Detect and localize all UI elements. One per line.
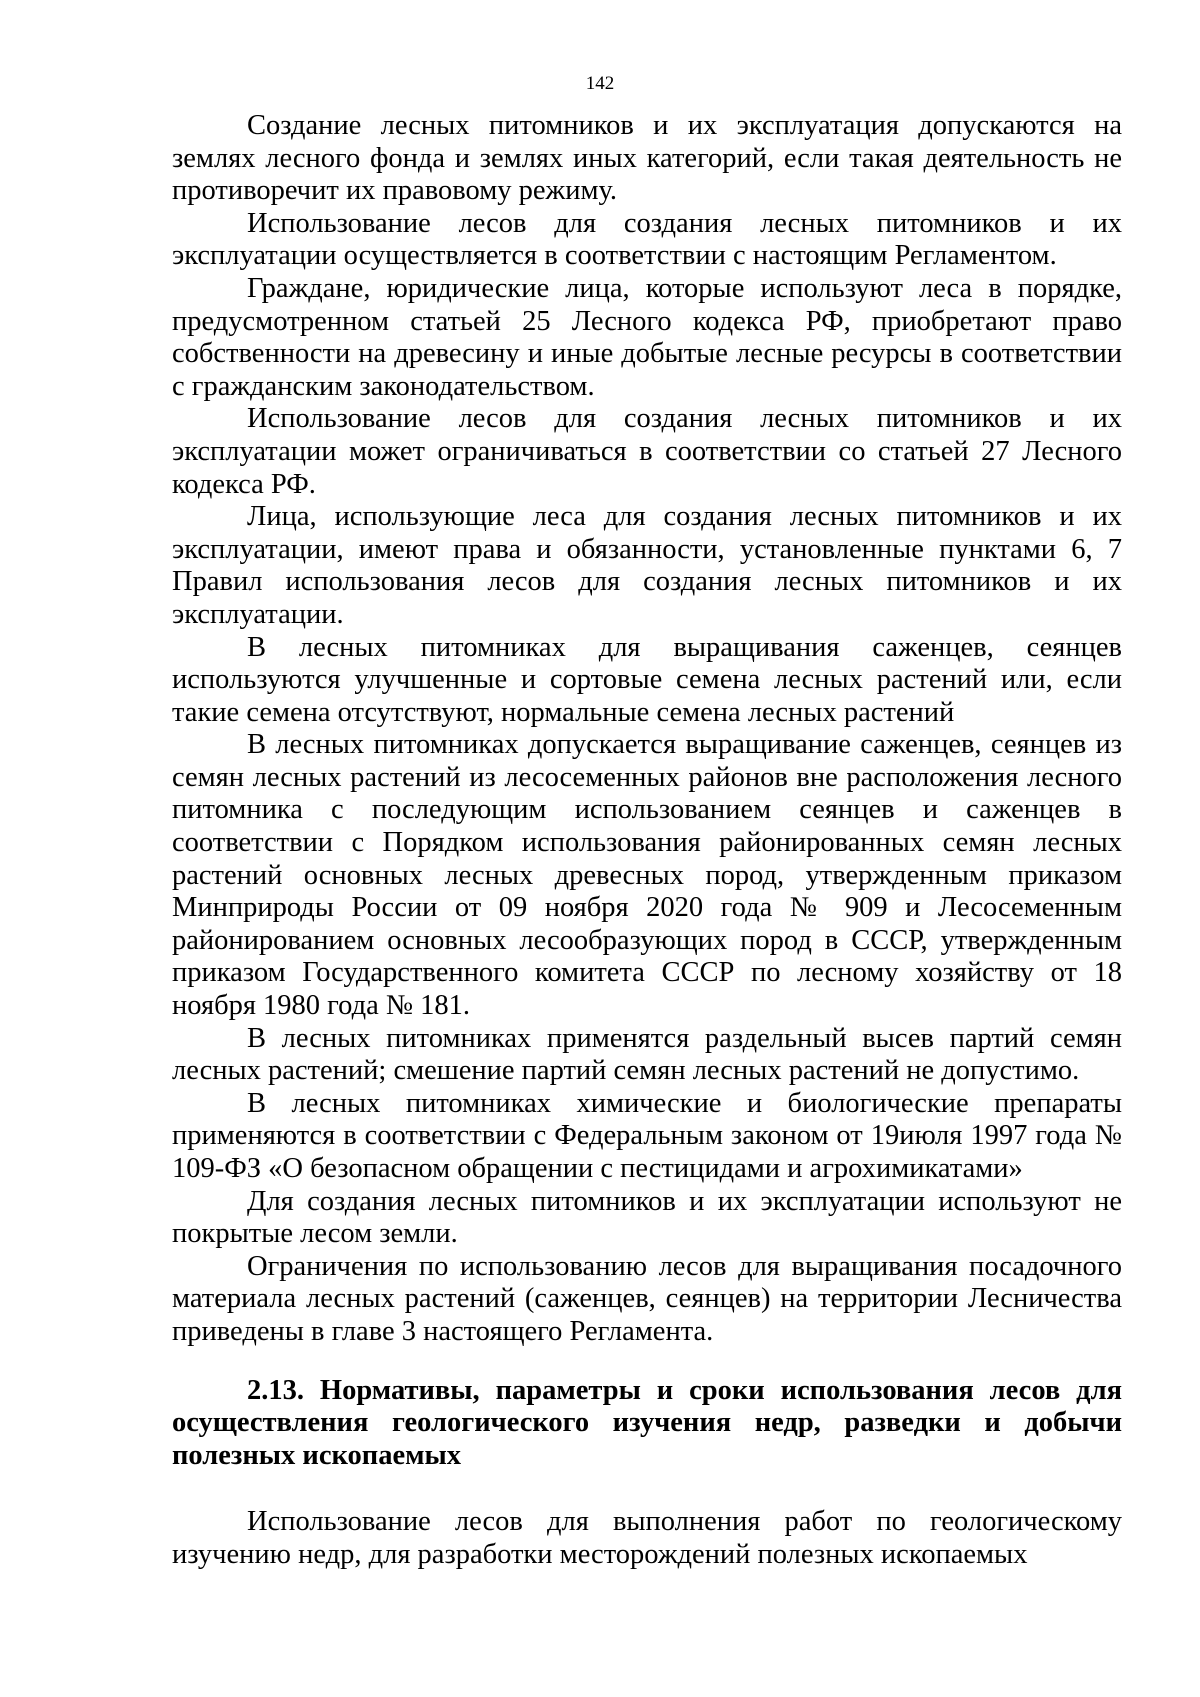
document-body — [172, 110, 1122, 1572]
paragraph-limitations: Ограничения по использованию лесов для выращивания посадочного материала лесных растений (саженцев, сеянцев) на территории Лесничества приведены в главе 3 настоящего Регламента. — [172, 1250, 1122, 1347]
paragraph-use-restrictions: Использование лесов для создания лесных питомников и их эксплуатации может ограничиваться в соответствии со статьей 27 Лесного кодекса РФ. — [172, 403, 1122, 500]
paragraph-rights-duties: Лица, использующие леса для создания лесных питомников и их эксплуатации, имеют права и обязанности, установленные пунктами 6, 7 Правил использования лесов для создания лесных питомников и их эксплуатации. — [172, 501, 1122, 630]
paragraph-seeds-used: В лесных питомниках для выращивания саженцев, сеянцев используются улучшенные и сортовые семена лесных растений или, если такие семена отсутствуют, нормальные семена лесных растений — [172, 631, 1122, 728]
paragraph-seed-regions: В лесных питомниках допускается выращивание саженцев, сеянцев из семян лесных растений из лесосеменных районов вне расположения лесного питомника с последующим использованием сеянцев и саженцев в соответствии с Порядком использования районированных семян лесных растений основных лесных древесных пород, утвержденным приказом Минприроды России от 09 ноября 2020 года № 909 и Лесосеменным районированием основных лесообразующих пород в СССР, утвержденным приказом Государственного комитета СССР по лесному хозяйству от 18 ноября 1980 года № 181. — [172, 729, 1122, 1022]
paragraph-chemicals: В лесных питомниках химические и биологические препараты применяются в соответствии с Федеральным законом от 19июля 1997 года № 109-ФЗ «О безопасном обращении с пестицидами и агрохимикатами» — [172, 1087, 1122, 1184]
page-number: 142 — [585, 73, 615, 94]
paragraph-nurseries-lands: Создание лесных питомников и их эксплуатация допускаются на землях лесного фонда и землях иных категорий, если такая деятельность не противоречит их правовому режиму. — [172, 110, 1122, 207]
paragraph-ownership-rights: Граждане, юридические лица, которые используют леса в порядке, предусмотренном статьей 25 Лесного кодекса РФ, приобретают право собственности на древесину и иные добытые лесные ресурсы в соответствии с гражданским законодательством. — [172, 272, 1122, 402]
paragraph-use-per-regulation: Использование лесов для создания лесных питомников и их эксплуатации осуществляется в соответствии с настоящим Регламентом. — [172, 207, 1122, 272]
paragraph-geology-intro: Использование лесов для выполнения работ по геологическому изучению недр, для разработки месторождений полезных ископаемых — [172, 1506, 1122, 1570]
paragraph-separate-sowing: В лесных питомниках применятся раздельный высев партий семян лесных растений; смешение партий семян лесных растений не допустимо. — [172, 1022, 1122, 1087]
section-heading: 2.13. Нормативы, параметры и сроки использования лесов для осуществления геологического изучения недр, разведки и добычи полезных ископаемых — [172, 1374, 1122, 1471]
paragraph-land-used: Для создания лесных питомников и их эксплуатации используют не покрытые лесом земли. — [172, 1185, 1122, 1250]
